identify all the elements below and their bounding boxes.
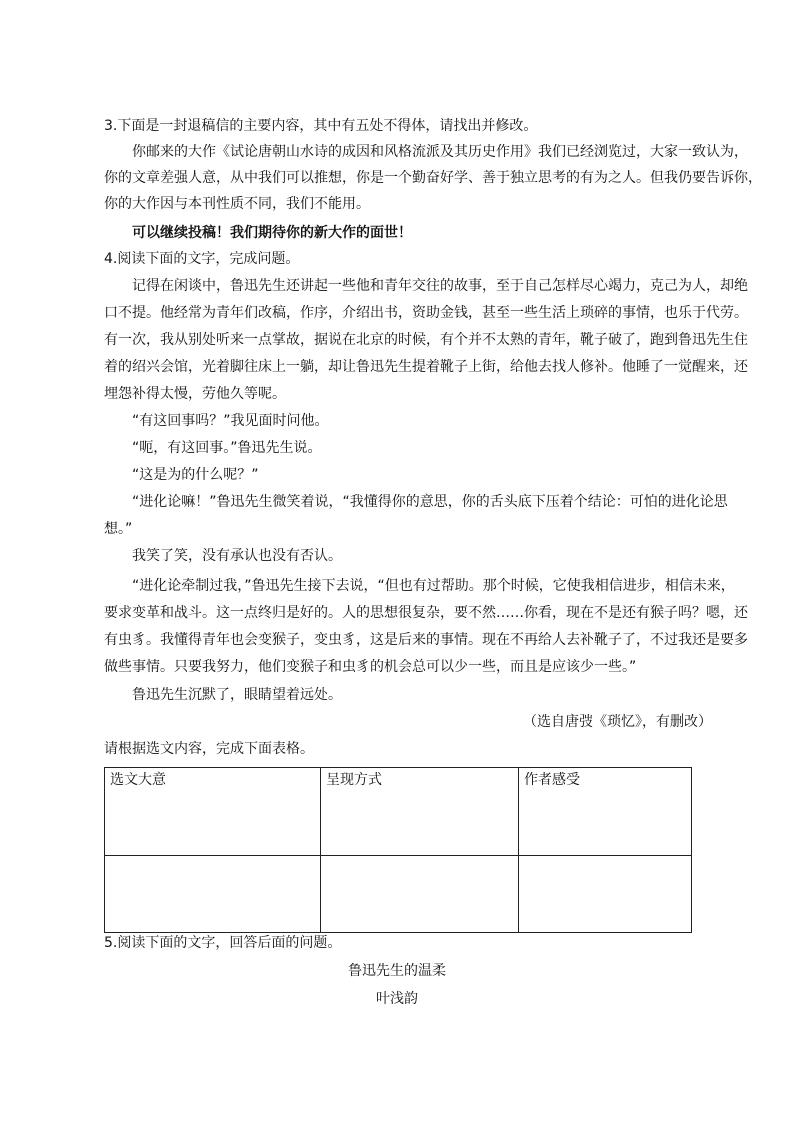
q4-passage-line: 着的绍兴会馆，光着脚往床上一躺，却让鲁迅先生提着靴子上街，给他去找人修补。他睡了一觉醒来，还 <box>104 359 748 375</box>
table-header-cell: 作者感受 <box>519 768 692 856</box>
q4-passage-line: 记得在闲谈中，鲁迅先生还讲起一些他和青年交往的故事，至于自己怎样尽心竭力，克己为人，却绝 <box>104 278 748 294</box>
q4-passage-line: 口不提。他经常为青年们改稿，作序，介绍出书，资助金钱，甚至一些生活上琐碎的事情，也乐于代劳。 <box>104 305 748 321</box>
q3-letter-closing: 可以继续投稿！我们期待你的新大作的面世！ <box>104 225 412 241</box>
q3-letter-line: 你的大作因与本刊性质不同，我们不能用。 <box>104 196 370 212</box>
q4-passage-line: 有虫豸。我懂得青年也会变猴子，变虫豸，这是后来的事情。现在不再给人去补靴子了，不过我还是要多 <box>104 632 748 648</box>
q4-dialogue-line: 想。” <box>104 521 133 537</box>
table-answer-cell[interactable] <box>321 855 519 932</box>
table-answer-cell[interactable] <box>519 855 692 932</box>
q4-dialogue-line: “呃，有这回事。”鲁迅先生说。 <box>104 440 322 456</box>
q4-dialogue-line: “进化论嘛！”鲁迅先生微笑着说，“我懂得你的意思，你的舌头底下压着个结论：可怕的进化论思 <box>104 494 728 510</box>
q4-passage-line: 我笑了笑，没有承认也没有否认。 <box>104 548 342 564</box>
table-header-cell: 呈现方式 <box>321 768 519 856</box>
q4-passage-line: 埋怨补得太慢，劳他久等呢。 <box>104 386 286 402</box>
table-answer-cell[interactable] <box>105 855 321 932</box>
q4-dialogue-line: “有这回事吗？”我见面时问他。 <box>104 413 329 429</box>
question-4-title: 4.阅读下面的文字，完成问题。 <box>104 251 300 267</box>
q4-passage-line: 鲁迅先生沉默了，眼睛望着远处。 <box>104 687 342 703</box>
q4-passage-line: 做些事情。只要我努力，他们变猴子和虫豸的机会总可以少一些，而且是应该少一些。” <box>104 659 637 675</box>
q3-letter-line: 你的文章差强人意，从中我们可以推想，你是一个勤奋好学、善于独立思考的有为之人。但我仍要告诉你， <box>104 170 762 186</box>
answer-table <box>104 767 692 933</box>
q3-letter-line: 你邮来的大作《试论唐朝山水诗的成因和风格流派及其历史作用》我们已经浏览过，大家一致认为， <box>104 144 748 160</box>
article-author: 叶浅韵 <box>376 991 418 1007</box>
question-3-title: 3.下面是一封退稿信的主要内容，其中有五处不得体，请找出并修改。 <box>104 118 538 134</box>
q4-table-instruction: 请根据选文内容，完成下面表格。 <box>104 741 314 757</box>
q4-source-citation: （选自唐弢《琐忆》，有删改） <box>523 714 712 730</box>
q4-passage-line: 有一次，我从别处听来一点掌故，据说在北京的时候，有个并不太熟的青年，靴子破了，跑到鲁迅先生住 <box>104 332 748 348</box>
q4-passage-line: “进化论牵制过我，”鲁迅先生接下去说，“但也有过帮助。那个时候，它使我相信进步，相信未来， <box>104 578 735 594</box>
q4-passage-line: 要求变革和战斗。这一点终归是好的。人的思想很复杂，要不然……你看，现在不是还有猴子吗？嗯，还 <box>104 605 748 621</box>
article-title: 鲁迅先生的温柔 <box>348 963 446 979</box>
q4-dialogue-line: “这是为的什么呢？” <box>104 467 259 483</box>
table-header-cell: 选文大意 <box>105 768 321 856</box>
question-5-title: 5.阅读下面的文字，回答后面的问题。 <box>104 935 342 951</box>
